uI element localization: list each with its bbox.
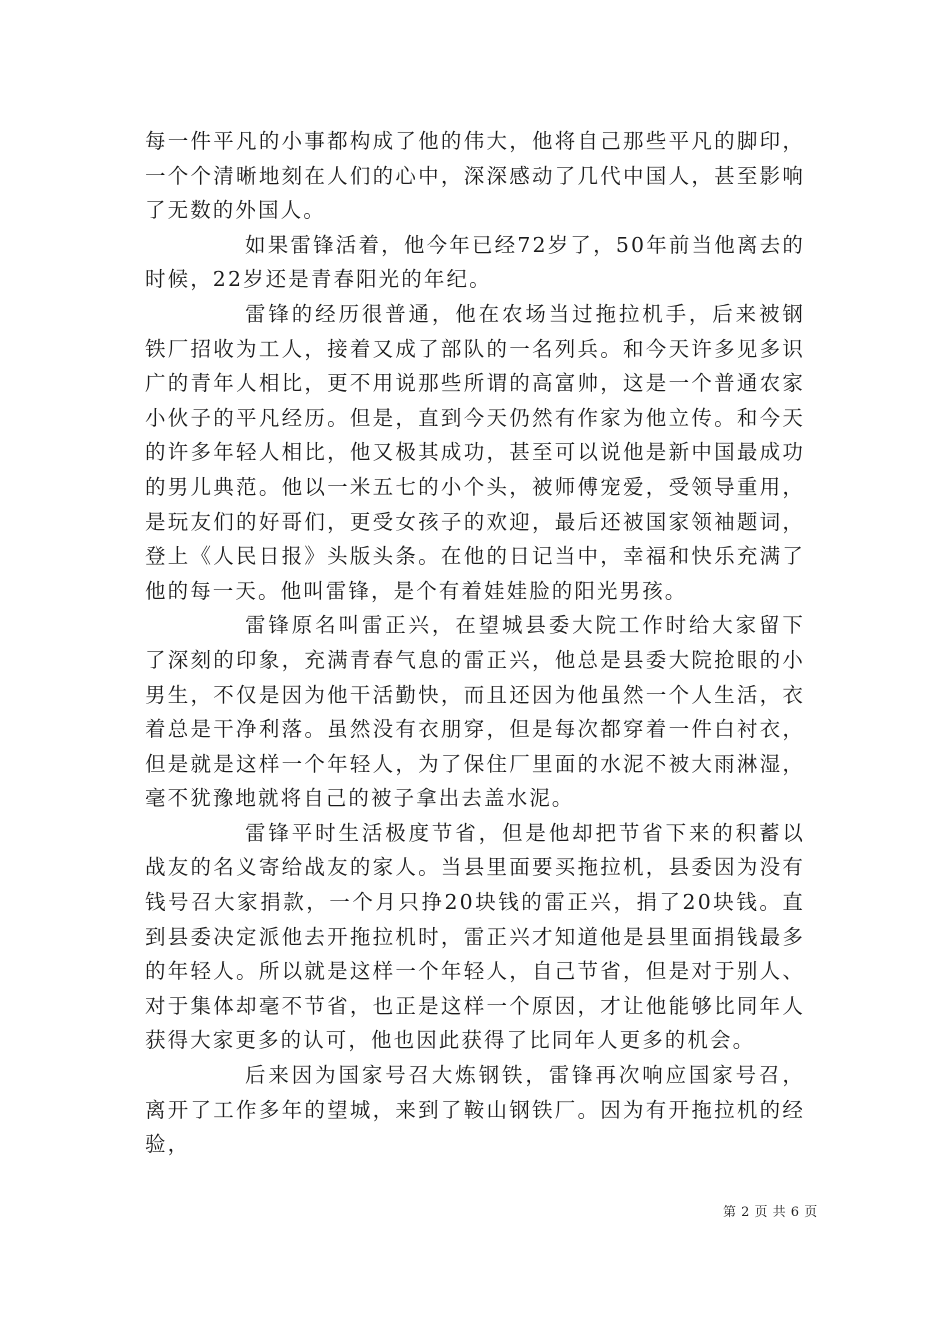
paragraph-2: 如果雷锋活着，他今年已经72岁了，50年前当他离去的时候，22岁还是青春阳光的年纪。 [145,232,805,292]
paragraph-5: 雷锋平时生活极度节省，但是他却把节省下来的积蓄以战友的名义寄给战友的家人。当县里面要买拖拉机，县委因为没有钱号召大家捐款，一个月只挣20块钱的雷正兴，捐了20块钱。直到县委决定派他去开拖拉机时，雷正兴才知道他是县里面捐钱最多的年轻人。所以就是这样一个年轻人，自己节省，但是对于别人、对于集体却毫不节省，也正是这样一个原因，才让他能够比同年人获得大家更多的认可，他也因此获得了比同年人更多的机会。 [145,820,805,1053]
page-number-footer: 第 2 页 共 6 页 [723,1205,818,1220]
paragraph-6: 后来因为国家号召大炼钢铁，雷锋再次响应国家号召，离开了工作多年的望城，来到了鞍山钢铁厂。因为有开拖拉机的经验， [145,1063,805,1157]
paragraph-1: 每一件平凡的小事都构成了他的伟大，他将自己那些平凡的脚印，一个个清晰地刻在人们的心中，深深感动了几代中国人，甚至影响了无数的外国人。 [145,129,805,223]
document-body [145,124,805,1162]
paragraph-3: 雷锋的经历很普通，他在农场当过拖拉机手，后来被钢铁厂招收为工人，接着又成了部队的一名列兵。和今天许多见多识广的青年人相比，更不用说那些所谓的高富帅，这是一个普通农家小伙子的平凡经历。但是，直到今天仍然有作家为他立传。和今天的许多年轻人相比，他又极其成功，甚至可以说他是新中国最成功的男儿典范。他以一米五七的小个头，被师傅宠爱，受领导重用，是玩友们的好哥们，更受女孩子的欢迎，最后还被国家领袖题词，登上《人民日报》头版头条。在他的日记当中，幸福和快乐充满了他的每一天。他叫雷锋，是个有着娃娃脸的阳光男孩。 [145,301,805,603]
paragraph-4: 雷锋原名叫雷正兴，在望城县委大院工作时给大家留下了深刻的印象，充满青春气息的雷正兴，他总是县委大院抢眼的小男生，不仅是因为他干活勤快，而且还因为他虽然一个人生活，衣着总是干净利落。虽然没有衣朋穿，但是每次都穿着一件白衬衣，但是就是这样一个年轻人，为了保住厂里面的水泥不被大雨淋湿，毫不犹豫地就将自己的被子拿出去盖水泥。 [145,613,805,811]
